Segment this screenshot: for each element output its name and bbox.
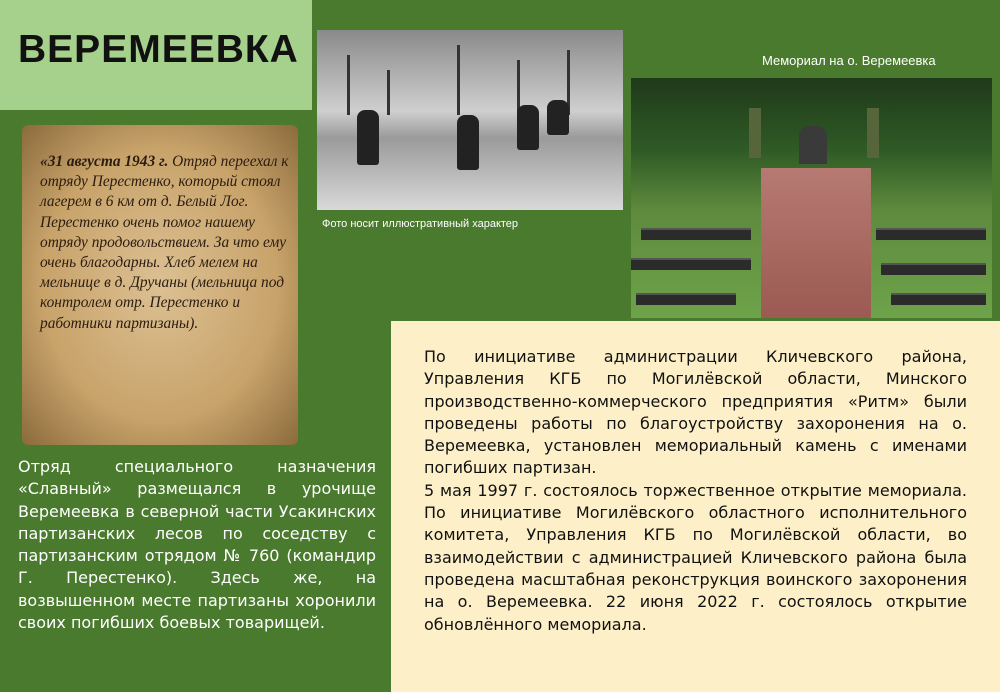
left-paragraph: [18, 456, 376, 634]
page-title: ВЕРЕМЕЕВКА: [18, 28, 299, 71]
memorial-photo: [631, 78, 992, 318]
photo-caption: Фото носит иллюстративный характер: [322, 218, 519, 230]
memorial-caption: Мемориал на о. Веремеевка: [762, 53, 936, 68]
main-paragraph: По инициативе администрации Кличевского района, Управления КГБ по Могилёвской области, Минского производственно-коммерческого предприятия «Ритм» были проведены работы по благоустройству захоронения на о. Веремеевка, установлен мемориальный камень с именами погибших партизан.: [424, 347, 967, 478]
main-text: [424, 346, 967, 636]
main-paragraph: 5 мая 1997 г. состоялось торжественное открытие мемориала. По инициативе Могилёвского областного исполнительного комитета, Управления КГБ по Могилёвской области, во взаимодействии с администрацией Кличевского района была проведена масштабная реконструкция воинского захоронения на о. Веремеевка. 22 июня 2022 г. состоялось открытие обновлённого мемориала.: [424, 480, 967, 634]
title-banner: [0, 0, 312, 110]
diary-text: Отряд переехал к отряду Перестенко, который стоял лагерем в 6 км от д. Белый Лог. Перестенко очень помог нашему отряду продовольствием. За что ему очень благодарны. Хлеб мелем на мельнице в д. Дручаны (мельница под контролем отр. Перестенко и работники партизаны).: [40, 153, 289, 332]
partisans-photo: [317, 30, 623, 210]
diary-quote: [40, 152, 290, 334]
diary-date: «31 августа 1943 г.: [40, 153, 169, 170]
left-paragraph-text: Отряд специального назначения «Славный» размещался в урочище Веремеевка в северной части Усакинских партизанских лесов по соседству с партизанским отрядом № 760 (командир Г. Перестенко). Здесь же, на возвышенном месте партизаны хоронили своих погибших боевых товарищей.: [18, 457, 376, 633]
